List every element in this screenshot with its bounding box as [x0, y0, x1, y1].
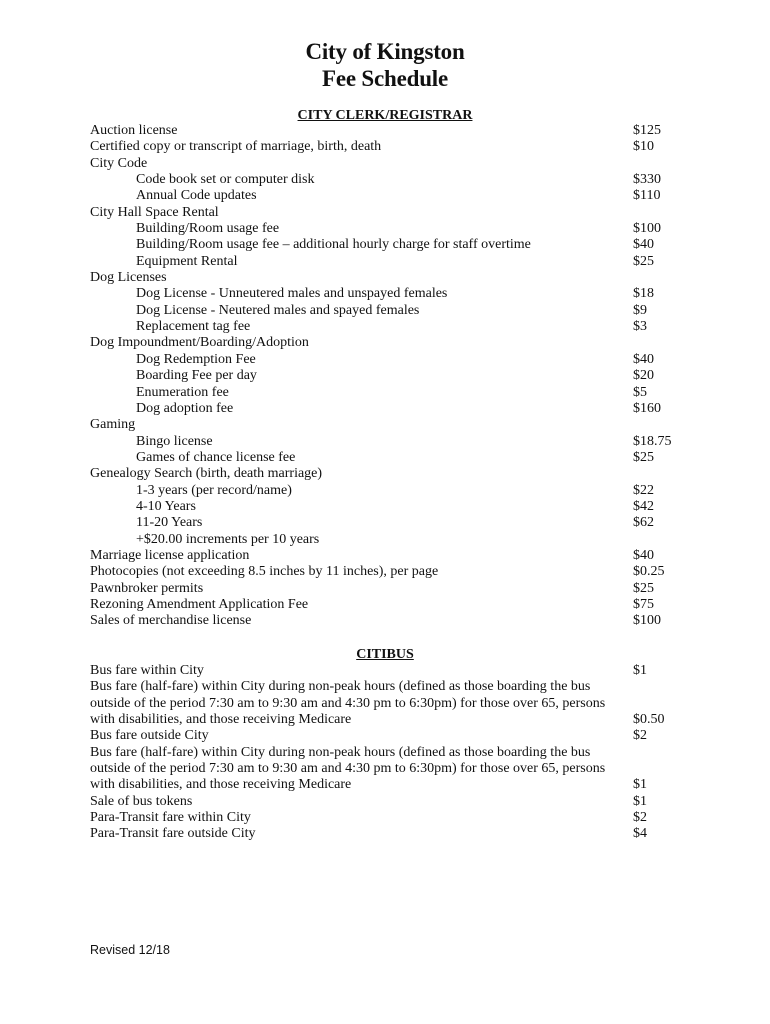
fee-amount: $40: [633, 351, 654, 367]
fee-item-label: Rezoning Amendment Application Fee: [90, 596, 309, 612]
fee-amount: $10: [633, 139, 654, 155]
fee-item-label: Games of chance license fee: [136, 449, 296, 465]
fee-item-label: Sales of merchandise license: [90, 613, 252, 629]
fee-item-label: Equipment Rental: [136, 253, 238, 269]
fee-row: [0, 712, 770, 728]
fee-amount: $0.25: [633, 564, 665, 580]
fee-row: [0, 696, 770, 712]
fee-row: [0, 221, 770, 237]
fee-row: [0, 139, 770, 155]
fee-amount: $100: [633, 221, 661, 237]
fee-row: [0, 532, 770, 548]
fee-item-label: outside of the period 7:30 am to 9:30 am and 4:30 pm to 6:30pm) for those over 65, persons: [90, 695, 606, 711]
fee-amount: $75: [633, 596, 654, 612]
fee-item-label: Bus fare (half-fare) within City during non-peak hours (defined as those boarding the bus: [90, 679, 591, 695]
fee-row: [0, 254, 770, 270]
fee-amount: $62: [633, 515, 654, 531]
document-title: City of Kingston: [305, 39, 465, 64]
fee-item-label: Building/Room usage fee: [136, 221, 280, 237]
fee-row: [0, 499, 770, 515]
fee-amount: $40: [633, 237, 654, 253]
fee-amount: $20: [633, 368, 654, 384]
fee-amount: $330: [633, 172, 661, 188]
fee-row: [0, 401, 770, 417]
fee-amount: $125: [633, 123, 661, 138]
fee-item-label: Dog Redemption Fee: [136, 351, 256, 367]
fee-row: [0, 237, 770, 253]
fee-amount: $3: [633, 319, 647, 335]
fee-row: [0, 777, 770, 793]
fee-amount: $1: [633, 663, 647, 678]
fee-row: [0, 270, 770, 286]
fee-item-label: Dog License - Unneutered males and unspayed females: [136, 286, 448, 302]
fee-item-label: Genealogy Search (birth, death marriage): [90, 466, 323, 482]
fee-amount: $160: [633, 400, 661, 416]
fee-row: [0, 319, 770, 335]
fee-row: [0, 761, 770, 777]
fee-amount: $25: [633, 449, 654, 465]
fee-item-label: outside of the period 7:30 am to 9:30 am and 4:30 pm to 6:30pm) for those over 65, persons: [90, 761, 606, 777]
fee-row: [0, 335, 770, 351]
fee-item-label: Replacement tag fee: [136, 319, 251, 335]
fee-item-label: Code book set or computer disk: [136, 172, 315, 188]
fee-row: [0, 597, 770, 613]
fee-row: [0, 434, 770, 450]
fee-row: [0, 417, 770, 433]
fee-item-label: with disabilities, and those receiving Medicare: [90, 777, 352, 793]
fee-item-label: Certified copy or transcript of marriage, birth, death: [90, 139, 382, 155]
fee-row: [0, 286, 770, 302]
fee-item-label: Annual Code updates: [136, 188, 257, 204]
fee-item-label: Dog Licenses: [90, 270, 167, 286]
fee-item-label: Sale of bus tokens: [90, 793, 193, 809]
fee-row: [0, 385, 770, 401]
fee-item-label: Marriage license application: [90, 547, 250, 563]
fee-row: [0, 368, 770, 384]
fee-amount: $1: [633, 793, 647, 809]
fee-row: [0, 679, 770, 695]
fee-amount: $2: [633, 810, 647, 826]
fee-amount: $5: [633, 384, 647, 400]
fee-amount: $100: [633, 613, 661, 629]
citibus-fee-list: [0, 663, 770, 843]
revision-note: Revised 12/18: [90, 943, 170, 957]
fee-row: [0, 466, 770, 482]
fee-item-label: Dog adoption fee: [136, 400, 234, 416]
section-heading-city-clerk: CITY CLERK/REGISTRAR: [297, 108, 473, 123]
fee-amount: $4: [633, 826, 647, 842]
fee-amount: $22: [633, 482, 654, 498]
fee-row: [0, 303, 770, 319]
fee-amount: $18: [633, 286, 654, 302]
fee-amount: $42: [633, 498, 654, 514]
fee-row: [0, 548, 770, 564]
fee-item-label: Bus fare (half-fare) within City during non-peak hours (defined as those boarding the bus: [90, 744, 591, 760]
section-heading-citibus: CITIBUS: [356, 647, 414, 662]
fee-item-label: City Hall Space Rental: [90, 204, 219, 220]
city-clerk-fee-list: [0, 123, 770, 630]
fee-item-label: Para-Transit fare within City: [90, 810, 251, 826]
fee-item-label: +$20.00 increments per 10 years: [136, 531, 320, 547]
fee-item-label: Bingo license: [136, 433, 213, 449]
fee-item-label: Dog License - Neutered males and spayed females: [136, 302, 420, 318]
fee-amount: $18.75: [633, 433, 672, 449]
fee-item-label: Dog Impoundment/Boarding/Adoption: [90, 335, 309, 351]
fee-item-label: 4-10 Years: [136, 498, 196, 514]
fee-row: [0, 728, 770, 744]
fee-item-label: Auction license: [90, 123, 178, 138]
fee-row: [0, 810, 770, 826]
fee-row: [0, 156, 770, 172]
fee-amount: $25: [633, 580, 654, 596]
fee-item-label: Enumeration fee: [136, 384, 229, 400]
fee-item-label: City Code: [90, 155, 148, 171]
fee-row: [0, 205, 770, 221]
fee-amount: $0.50: [633, 712, 665, 728]
fee-row: [0, 663, 770, 679]
fee-row: [0, 172, 770, 188]
fee-row: [0, 564, 770, 580]
fee-row: [0, 188, 770, 204]
fee-amount: $1: [633, 777, 647, 793]
fee-item-label: Boarding Fee per day: [136, 368, 257, 384]
fee-row: [0, 483, 770, 499]
fee-row: [0, 794, 770, 810]
fee-row: [0, 123, 770, 139]
fee-item-label: Building/Room usage fee – additional hourly charge for staff overtime: [136, 237, 531, 253]
document-subtitle: Fee Schedule: [322, 66, 448, 91]
fee-item-label: with disabilities, and those receiving Medicare: [90, 712, 352, 728]
fee-amount: $2: [633, 728, 647, 744]
fee-row: [0, 581, 770, 597]
fee-item-label: Bus fare within City: [90, 663, 204, 678]
fee-amount: $40: [633, 547, 654, 563]
fee-amount: $110: [633, 188, 661, 204]
fee-item-label: 1-3 years (per record/name): [136, 482, 292, 498]
fee-row: [0, 826, 770, 842]
fee-item-label: Pawnbroker permits: [90, 580, 204, 596]
fee-item-label: Bus fare outside City: [90, 728, 209, 744]
fee-row: [0, 613, 770, 629]
fee-amount: $25: [633, 253, 654, 269]
fee-row: [0, 352, 770, 368]
fee-row: [0, 450, 770, 466]
fee-amount: $9: [633, 302, 647, 318]
fee-item-label: Para-Transit fare outside City: [90, 826, 256, 842]
fee-item-label: 11-20 Years: [136, 515, 203, 531]
fee-row: [0, 515, 770, 531]
fee-row: [0, 745, 770, 761]
fee-item-label: Photocopies (not exceeding 8.5 inches by 11 inches), per page: [90, 564, 439, 580]
fee-item-label: Gaming: [90, 417, 136, 433]
